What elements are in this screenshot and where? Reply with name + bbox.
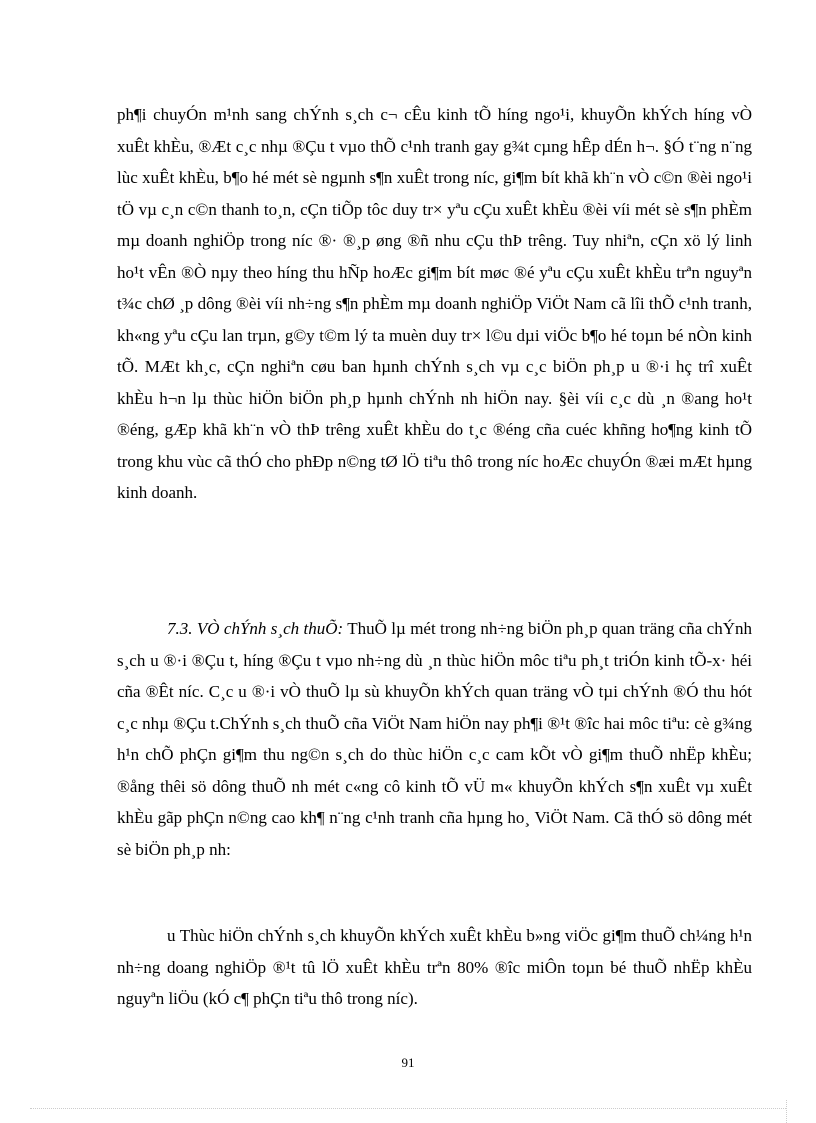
paragraph-export-incentive: u Thùc hiÖn chÝnh s¸ch khuyÕn khÝch xuÊt khÈu b»ng viÖc gi¶m thuÕ ch¼ng h¹n nh÷ng doang nghiÖp ®¹t tû lÖ xuÊt khÈu trªn 80% ®îc miÔn toµn bé thuÕ nhËp khÈu nguyªn liÖu (kÓ c¶ phÇn tiªu thô trong níc). <box>117 926 752 1008</box>
page-border-right <box>786 1100 787 1123</box>
page-border-bottom <box>30 1108 786 1109</box>
page-number: 91 <box>401 1055 415 1070</box>
paragraph-export-policy: ph¶i chuyÓn m¹nh sang chÝnh s¸ch c¬ cÊu kinh tÕ híng ngo¹i, khuyÕn khÝch híng vÒ xuÊt khÈu, ®Æt c¸c nhµ ®Çu t vµo thÕ c¹nh tranh gay g¾t cµng hÊp dÉn h¬. §Ó t¨ng n¨ng lùc xuÊt khÈu, b¶o hé mét sè ngµnh s¶n xuÊt trong níc, gi¶m bít khã kh¨n vÒ c©n ®èi ngo¹i tÖ vµ c¸n c©n thanh to¸n, cÇn tiÕp tôc duy tr× yªu cÇu xuÊt khÈu ®èi víi mét sè s¶n phÈm mµ doanh nghiÖp trong níc ®· ®¸p øng ®ñ nhu cÇu thÞ trêng. Tuy nhiªn, cÇn xö lý linh ho¹t vÊn ®Ò nµy theo híng thu hÑp hoÆc gi¶m bít møc ®é yªu cÇu xuÊt khÈu trªn nguyªn t¾c chØ ¸p dông ®èi víi nh÷ng s¶n phÈm mµ doanh nghiÖp ViÖt Nam cã lîi thÕ c¹nh tranh, kh«ng yªu cÇu lan trµn, g©y t©m lý ta muèn duy tr× l©u dµi viÖc b¶o hé toµn bé nÒn kinh tÕ. MÆt kh¸c, cÇn nghiªn cøu ban hµnh chÝnh s¸ch vµ c¸c biÖn ph¸p u ®·i hç trî xuÊt khÈu h¬n lµ thùc hiÖn biÖn ph¸p hµnh chÝnh nh hiÖn nay. §èi víi c¸c dù ¸n ®ang ho¹t ®éng, gÆp khã kh¨n vÒ thÞ trêng xuÊt khÈu do t¸c ®éng cña cuéc khñng ho¶ng kinh tÕ trong khu vùc cã thÓ cho phÐp n©ng tØ lÖ tiªu thô trong níc hoÆc chuyÓn ®æi mÆt hµng kinh doanh. <box>117 105 752 502</box>
paragraph-tax-policy-text: ThuÕ lµ mét trong nh÷ng biÖn ph¸p quan träng cña chÝnh s¸ch u ®·i ®Çu t, híng ®Çu t vµo nh÷ng dù ¸n thùc hiÖn môc tiªu ph¸t triÓn kinh tÕ-x· héi cña ®Êt níc. C¸c u ®·i vÒ thuÕ lµ sù khuyÕn khÝch quan träng vÒ tµi chÝnh ®Ó thu hót c¸c nhµ ®Çu t.ChÝnh s¸ch thuÕ cña ViÖt Nam hiÖn nay ph¶i ®¹t ®îc hai môc tiªu: cè g¾ng h¹n chÕ phÇn gi¶m thu ng©n s¸ch do thùc hiÖn c¸c cam kÕt vÒ gi¶m thuÕ nhËp khÈu; ®ång thêi sö dông thuÕ nh mét c«ng cô kinh tÕ vÜ m« khuyÕn khÝch s¶n xuÊt vµ xuÊt khÈu gãp phÇn n©ng cao kh¶ n¨ng c¹nh tranh cña hµng ho¸ ViÖt Nam. Cã thÓ sö dông mét sè biÖn ph¸p nh: <box>117 619 752 859</box>
section-heading: 7.3. VÒ chÝnh s¸ch thuÕ: <box>167 619 344 638</box>
paragraph-tax-policy <box>117 613 752 865</box>
